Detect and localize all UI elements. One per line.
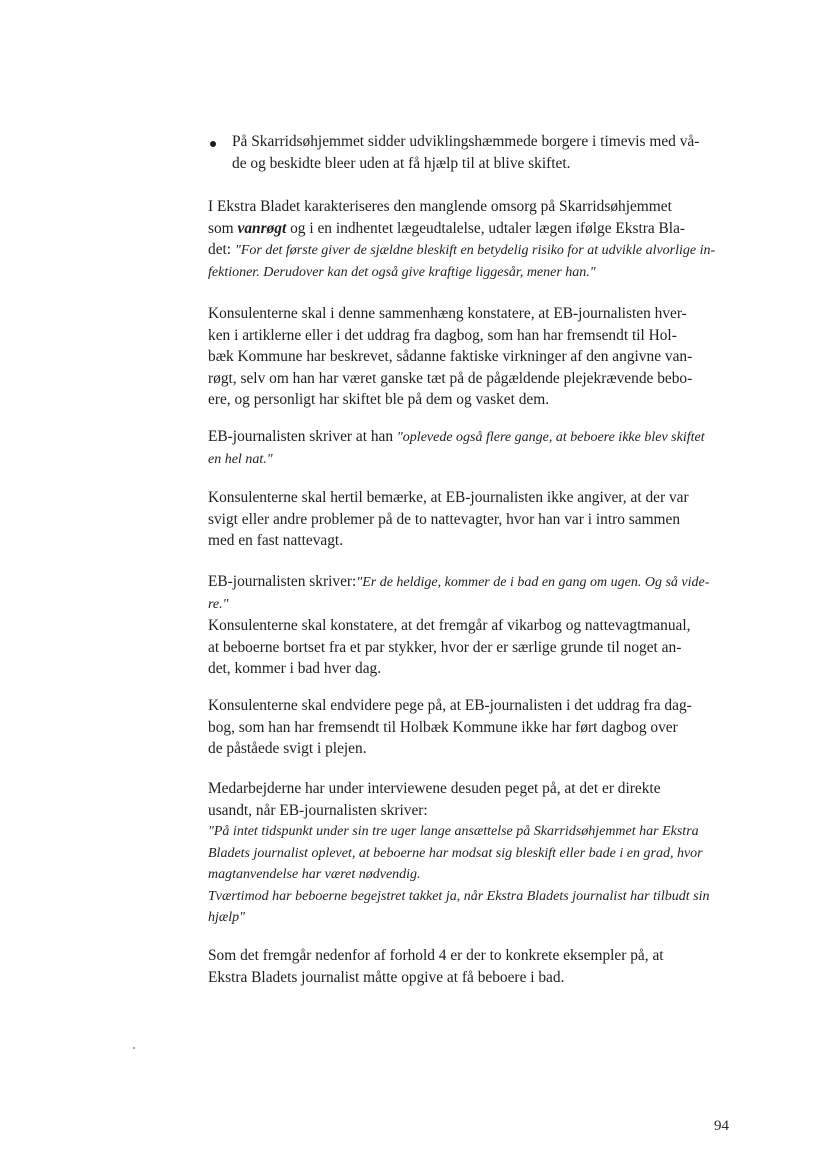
text-line: Konsulenterne skal konstatere, at det fremgår af vikarbog og nattevagtmanual, [208,617,691,634]
quote-run: "oplevede også flere gange, at beboere ikke blev skiftet [396,430,705,445]
text-line: Konsulenterne skal i denne sammenhæng konstatere, at EB-journalisten hver- [208,305,687,322]
text-line: I Ekstra Bladet karakteriseres den manglende omsorg på Skarridsøhjemmet [208,198,672,215]
bullet-line: På Skarridsøhjemmet sidder udviklingshæmmede borgere i timevis med vå- [232,133,700,150]
bullet-icon [210,141,216,147]
text-line: bog, som han har fremsendt til Holbæk Kommune ikke har ført dagbog over [208,718,678,736]
quote-line: hjælp" [208,910,245,925]
quote-line: en hel nat." [208,451,273,467]
paragraph-konsulenterne-2 [208,487,738,552]
paragraph-medarbejderne [208,778,738,929]
text-line: Ekstra Bladets journalist måtte opgive at få beboere i bad. [208,968,565,986]
text-run: EB-journalisten skriver at han [208,428,397,445]
paragraph-konsulenterne-1 [208,303,738,411]
text-line: Konsulenterne skal endvidere pege på, at EB-journalisten i det uddrag fra dag- [208,697,692,714]
text-run: EB-journalisten skriver: [208,573,357,590]
page-number: 94 [714,1118,729,1134]
text-line: røgt, selv om han har været ganske tæt på de pågældende plejekrævende bebo- [208,369,693,387]
text-line [208,426,738,449]
bullet-text [232,131,738,174]
quote-line: magtanvendelse har været nødvendig. [208,867,421,882]
quote-line: fektioner. Derudover kan det også give kraftige liggesår, mener han." [208,264,596,280]
text-line: Konsulenterne skal hertil bemærke, at EB-journalisten ikke angiver, at der var [208,489,689,506]
text-line: det, kommer i bad hver dag. [208,660,382,677]
text-line: usandt, når EB-journalisten skriver: [208,801,428,819]
text-line: ere, og personligt har skiftet ble på dem og vasket dem. [208,391,550,408]
scan-speck [133,1047,135,1049]
paragraph-eb-skriver-1 [208,426,738,470]
paragraph-konsulenterne-3 [208,695,738,760]
text-line [208,218,738,240]
emphasis-word: vanrøgt [237,219,287,237]
text-line: at beboerne bortset fra et par stykker, hvor der er særlige grunde til noget an- [208,638,682,656]
text-line: svigt eller andre problemer på de to nattevagter, hvor han var i intro sammen [208,510,681,528]
text-line: med en fast nattevagt. [208,532,344,549]
text-line: ken i artiklerne eller i det uddrag fra dagbog, som han har fremsendt til Hol- [208,326,677,344]
text-line [208,571,738,594]
text-run: det: [208,241,235,258]
text-line: Medarbejderne har under interviewene desuden peget på, at det er direkte [208,780,661,797]
quote-line: "På intet tidspunkt under sin tre uger lange ansættelse på Skarridsøhjemmet har Ekstra [208,824,699,839]
quote-run: "For det første giver de sjældne bleskift en betydelig risiko for at udvikle alvorlige in- [234,243,716,258]
bullet-item [210,131,738,174]
paragraph-conclusion [208,945,738,988]
quote-line: re." [208,596,229,612]
paragraph-ekstra-bladet [208,196,738,283]
text-line: de påståede svigt i plejen. [208,740,367,757]
text-line [208,239,738,262]
paragraph-eb-skriver-2 [208,571,738,680]
bullet-line: de og beskidte bleer uden at få hjælp til at blive skiftet. [232,154,571,172]
quote-line: Tværtimod har beboerne begejstret takket ja, når Ekstra Bladets journalist har tilbudt sin [208,888,710,904]
quote-run: "Er de heldige, kommer de i bad en gang om ugen. Og så vide- [356,575,710,590]
text-run: som [208,219,238,237]
text-line: Som det fremgår nedenfor af forhold 4 er der to konkrete eksempler på, at [208,947,664,964]
text-run: og i en indhentet lægeudtalelse, udtaler lægen ifølge Ekstra Bla- [286,219,686,237]
quote-line: Bladets journalist oplevet, at beboerne har modsat sig bleskift eller bade i en grad, hvor [208,845,703,861]
text-line: bæk Kommune har beskrevet, sådanne faktiske virkninger af den angivne van- [208,348,693,365]
